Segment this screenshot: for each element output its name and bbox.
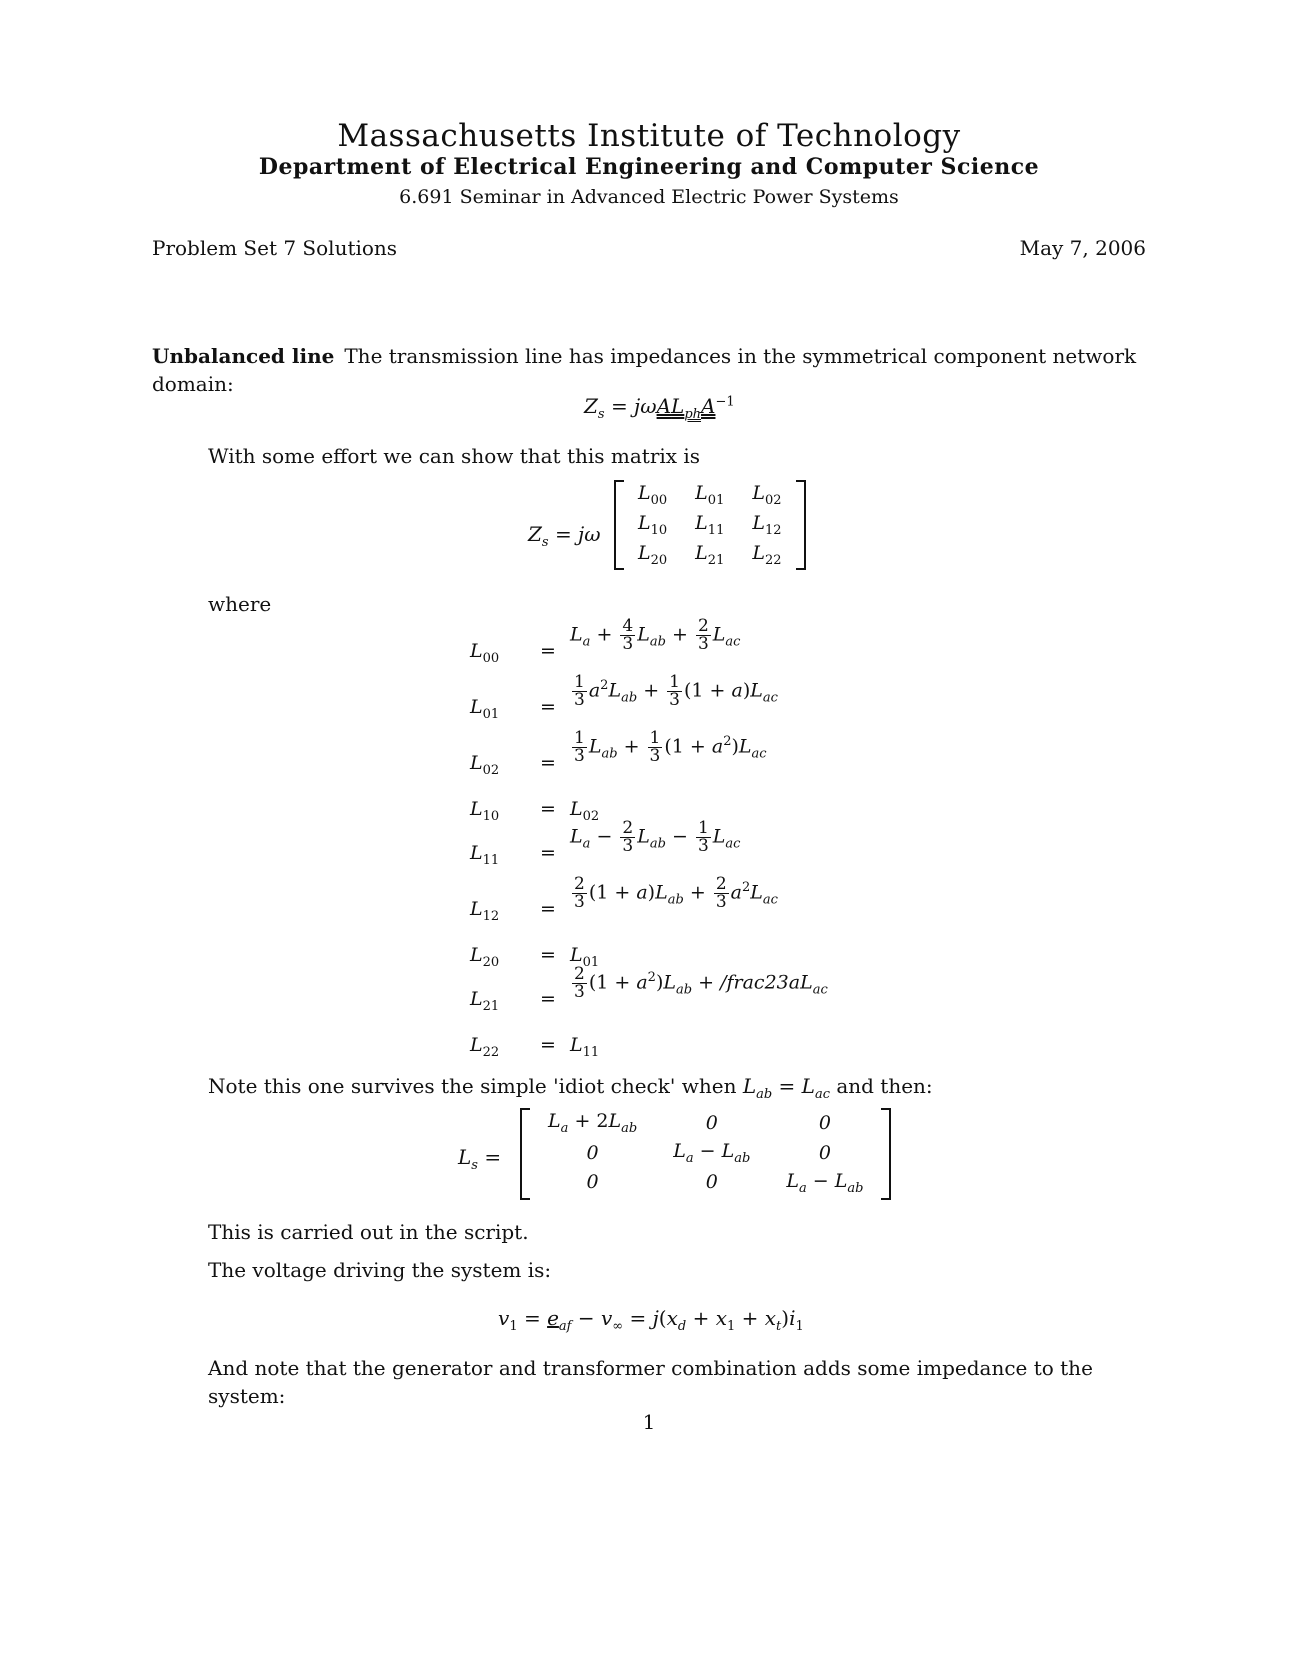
matrix-cell: $L_{00}$	[638, 482, 668, 508]
section-intro	[152, 342, 1146, 398]
equation-zs-matrix-lhs: $Z_s = j\omega$	[528, 522, 601, 550]
matrix-cell: 0	[705, 1171, 718, 1194]
matrix-cell: $L_{20}$	[638, 541, 668, 568]
matrix-cell: $L_{22}$	[752, 541, 782, 568]
matrix-cell: $L_{21}$	[695, 541, 725, 568]
institution-title: Massachusetts Institute of Technology	[337, 118, 961, 154]
text-script: This is carried out in the script.	[208, 1220, 529, 1244]
matrix-zs	[614, 480, 806, 570]
text-closing: And note that the generator and transformer combination adds some impedance to the system:	[208, 1356, 1093, 1408]
course-title: 6.691 Seminar in Advanced Electric Power Systems	[399, 186, 899, 208]
matrix-cell: 0	[586, 1171, 599, 1194]
note-text-end: and then:	[836, 1074, 933, 1098]
matrix-cell: 0	[818, 1111, 831, 1134]
page-number: 1	[642, 1410, 656, 1434]
equation-ls-matrix-lhs: $L_s$ =	[458, 1145, 502, 1173]
equation-voltage: $v_1 = e_{af} - v_\infty = j(x_d + x_1 + x_t)i_1$	[498, 1306, 804, 1334]
department-title: Department of Electrical Engineering and Computer Science	[258, 154, 1040, 180]
equation-zs-definition: $Z_s = j\omega AL_{ph}A^{-1}$	[584, 394, 735, 422]
text-matrix-intro: With some effort we can show that this matrix is	[208, 444, 701, 468]
matrix-cell: $L_a - L_{ab}$	[786, 1169, 864, 1196]
matrix-cell: $L_{10}$	[638, 511, 668, 538]
matrix-cell: 0	[705, 1111, 718, 1134]
problem-set-label: Problem Set 7 Solutions	[152, 236, 398, 260]
section-intro-text: The transmission line has impedances in the symmetrical component network domain:	[152, 344, 1137, 396]
section-heading: Unbalanced line	[152, 344, 335, 368]
text-voltage: The voltage driving the system is:	[208, 1258, 552, 1282]
note-text-start: Note this one survives the simple 'idiot check' when	[208, 1074, 737, 1098]
matrix-cell: $L_a + 2L_{ab}$	[548, 1110, 638, 1136]
matrix-cell: $L_{02}$	[752, 482, 782, 508]
text-note: Note this one survives the simple 'idiot check' when $L_{ab} = L_{ac}$ and then:	[208, 1074, 933, 1102]
document-date: May 7, 2006	[1019, 236, 1146, 260]
text-where: where	[208, 592, 272, 616]
matrix-cell: $L_{01}$	[695, 482, 725, 508]
matrix-cell: 0	[818, 1141, 831, 1164]
matrix-cell: $L_{12}$	[752, 511, 782, 538]
matrix-cell: $L_a - L_{ab}$	[673, 1139, 751, 1166]
matrix-ls	[520, 1108, 891, 1200]
matrix-cell: $L_{11}$	[695, 511, 725, 538]
matrix-cell: 0	[586, 1141, 599, 1164]
